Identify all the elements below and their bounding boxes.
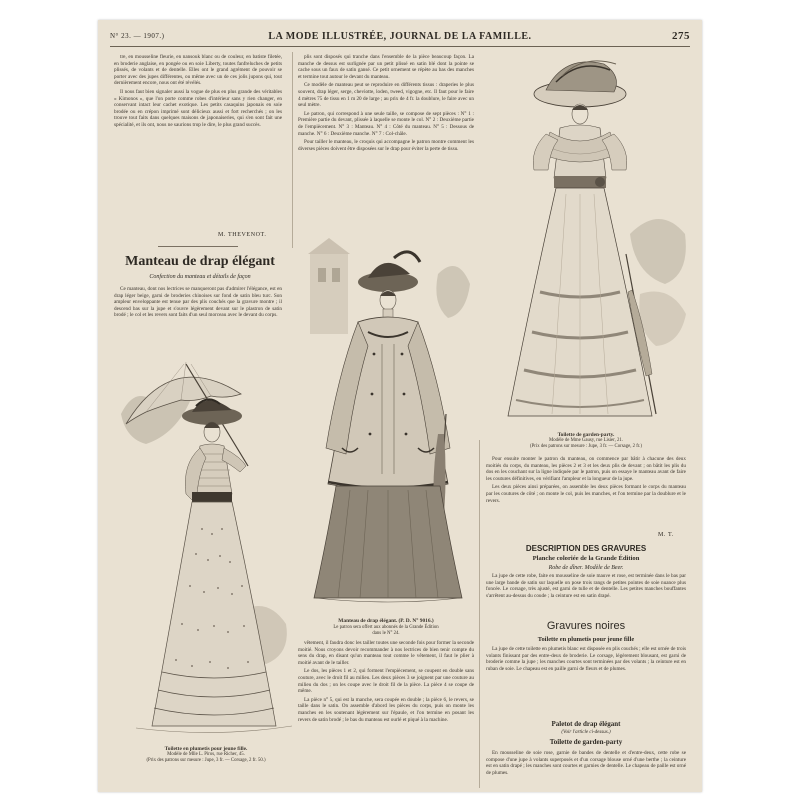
issue-number: N° 23. — 1907.) — [110, 32, 165, 40]
col1-top-text — [114, 54, 282, 222]
col2-top-text — [298, 54, 474, 230]
caption-title: Toilette de garden-party. — [557, 432, 615, 438]
caption-line: dans le N° 24. — [372, 631, 400, 636]
illustration-cloth-coat — [298, 234, 474, 616]
article-subtitle: Confection du manteau et détails de façon — [149, 274, 251, 280]
column-divider — [479, 440, 480, 788]
caption-title: Toilette en plumetis pour jeune fille. — [164, 746, 248, 752]
paragraph: Pour tailler le manteau, le croquis qui accompagne le patron montre comment les diverses pièces doivent être disposées sur le drap pour éviter la perte de tissu. — [298, 139, 474, 152]
column-divider — [292, 52, 293, 248]
robe-caption: Robe de dîner. Modèle de Beer. — [548, 565, 624, 571]
paragraph: La jupe de cette toilette en plumetis blanc est disposée en plis couchés ; elle est ornée de trois volants finissant par des entre-deux de broderie. Le corsage, légèrement blousant, est garni de broderie comme la jupe ; les manches courtes sont terminées par des volants ; la ceinture est en ruban de soie. Le chapeau est en paille garni de fleurs et de plumes. — [486, 646, 686, 672]
signature: M. THEVENOT. — [218, 232, 267, 238]
paragraph: Pour ensuite monter le patron du manteau, on commence par bâtir à chacune des deux moitiés du corps, du manteau, les pièces 2 et 3 et les deux plis de devant ; on bâtit les plis du dos en les couchant sur la ligne indiquée par le patron, puis on essaye le manteau avant de faire les coutures définitives, en vérifiant l'ampleur et la longueur de la jupe. — [486, 456, 686, 482]
caption-line: (Prix des patrons sur mesure : Jupe, 3 fr. — Corsage, 2 fr.) — [530, 444, 642, 449]
col1-body-text — [114, 286, 282, 348]
paragraph: plis sont disposés qui tranche dans l'ensemble de la pièce beaucoup façon. La manche de dessus est surlignée par un petit plissé en satin blé dont la pointe se cache sous un faux de satin gansé. Ce petit ornement se répète au bas des manches et termine tout autour le devant du manteau. — [298, 54, 474, 80]
girl-with-parasol-engraving — [116, 354, 296, 744]
paragraph: Le dos, les pièces 1 et 2, qui forment l'empiècement, se coupent en double sans couture, avec le droit fil au milieu. Les deux pièces 3 se joignent par une couture au milieu du dos ; on les coupe avec le droit fil de la pièce. La pièce 4 se coupe de même. — [298, 668, 474, 695]
paragraph: La jupe de cette robe, faite en mousseline de soie mauve et rose, est terminée dans le bas par une large bande de satin sur laquelle on pose trois rangs de petites pointes de soie nuance plus foncée. Le corsage, très ajusté, est garni de tulle et de dentelle. Les petites manches bouffantes s'arrêtent au-dessus du coude ; la ceinture est en satin drapé. — [486, 573, 686, 599]
illustration-garden-party-dress — [480, 54, 690, 432]
toilette-plumetis-description — [486, 646, 686, 716]
illustration-plumetis-dress — [116, 354, 296, 744]
journal-page — [98, 20, 702, 792]
caption-line: (Prix des patrons sur mesure : Jupe, 3 fr. — Corsage, 2 fr. 50.) — [146, 758, 266, 763]
paragraph: Le patron, qui correspond à une seule taille, se compose de sept pièces : N° 1 : Première partie du devant, plissée à laquelle se monte le col. N° 2 : Deuxième partie de l'empiècement. N° 3 : Manteau. N° 4 : Côté du manteau. N° 5 : Dessous de manche. N° 6 : Deuxième manche. N° 7 : Col-châle. — [298, 110, 474, 137]
caption-title: Manteau de drap élégant. — [338, 618, 398, 624]
garden-party-title: Toilette de garden-party — [549, 738, 623, 746]
caption-line: Modèle de Mme Gausy, rue Lisier, 21. — [549, 438, 623, 443]
garden-party-description — [486, 750, 686, 786]
caption-center — [298, 618, 474, 637]
paragraph: Il nous faut bien signaler aussi la vogue de plus en plus grande des véritables « Kimonos », que l'on porte comme robes d'intérieur sans y rien changer, en conservant intact leur cachet exotique. Les petits casaquins japonais en soie brodée ou en crépon imprimé sont délicieux aussi et fort recherchés ; on les trouve tout faits dans quelques maisons de japonaiseries, qui s'en sont fait une spécialité, et ils ont, nous ne saurions trop le dire, le plus grand succès. — [114, 88, 282, 128]
paragraph: Ce manteau, dont nos lectrices se manqueront pas d'admirer l'élégance, est en drap léger beige, garni de broderies chinoises sur fond de satin bleu turc. Son ampleur enveloppante est tenue par des plis couchés que la gravure montre ; il descend bas sur la jupe et s'ouvre légèrement devant sur le plastron de satin brodé ; le col et les revers sont faits d'un seul morceau avec le devant du corps. — [114, 286, 282, 319]
robe-description — [486, 573, 686, 617]
caption-line: Le patron sera offert aux abonnés de la Grande Édition — [333, 625, 439, 630]
masthead — [110, 30, 690, 47]
paragraph: En mousseline de soie rose, garnie de bandes de dentelle et d'entre-deux, cette robe se compose d'une jupe à volants superposés et d'un corsage blouse orné d'une berthe ; la ceinture est en satin drapé ; les manches sont courtes et garnies de dentelle. Le chapeau de paille est orné de plumes. — [486, 750, 686, 776]
gravures-noires-title: Gravures noires — [546, 620, 626, 632]
col3-text — [486, 456, 686, 532]
woman-in-garden-dress-engraving — [480, 54, 690, 432]
planche-title: Planche coloriée de la Grande Édition — [532, 555, 640, 562]
col2-bottom-text — [298, 640, 474, 786]
paragraph: tre, en mousseline fleurie, en nansouk blanc ou de couleur, en batiste filetée, en broderie anglaise, en pongée ou en soie Liberty, toutes fanfreluches de petits plissés, de volants et de dentelle. Elles ont le grand agrément de pouvoir se porter avec des jupes différentes, ou même avec un de ces jolis jupons qui, tout dernièrement encore, nous ont été révélés. — [114, 54, 282, 87]
caption-line: Modèle de Mlle L. Piros, rue Richer, 45. — [167, 752, 245, 757]
article-title: Manteau de drap élégant — [125, 254, 275, 269]
caption-left — [114, 746, 298, 764]
journal-title: LA MODE ILLUSTRÉE, JOURNAL DE LA FAMILLE. — [268, 31, 532, 42]
paletot-title: Paletot de drap élégant — [551, 720, 621, 728]
signature: M. T. — [658, 532, 674, 538]
paragraph: La pièce n° 5, qui est la manche, sera coupée en double ; la pièce 6, le revers, se taille dans le satin. On assemble d'abord les pièces du corps, puis on monte les manches en les soutenant légèrement sur l'épaule, et l'on termine en posant les revers de satin brodé ; le bas du manteau est ourlé et piqué à la machine. — [298, 696, 474, 723]
woman-in-coat-engraving — [298, 234, 474, 616]
page-number: 275 — [672, 30, 690, 42]
paragraph: Les deux pièces ainsi préparées, on assemble les deux pièces formant le corps du manteau par les coutures de côté ; on monte le col, puis les manches, et l'on termine par la doublure et le revers. — [486, 484, 686, 504]
paragraph: vêtement, il faudra donc les tailler toutes une seconde fois pour former la seconde moitié. Nous croyons devoir recommander à nos lectrices de bien tenir compte du sens du drap, en disant qu'un manteau tout comme le vêtement, il faut le plier à moitié avant de le tailler. — [298, 640, 474, 666]
caption-pattern-tag: (P. D. N° 9016.) — [398, 618, 434, 624]
paragraph: Ce modèle de manteau peut se reproduire en différents tissus : draperies le plus souvent, drap léger, serge, cheviotte, loden, tweed, vigogne, etc. Il faut pour le faire 4 mètres 75 de tissu en 1 m 20 de large ; au prix de 4 fr. la doublure, le faire avec un seul mètre. — [298, 82, 474, 109]
divider — [158, 246, 238, 247]
toilette-plumetis-title: Toilette en plumetis pour jeune fille — [537, 636, 635, 643]
paletot-note: (Voir l'article ci-dessus.) — [561, 730, 611, 735]
section-title-gravures: DESCRIPTION DES GRAVURES — [525, 544, 647, 553]
caption-right — [484, 432, 688, 450]
